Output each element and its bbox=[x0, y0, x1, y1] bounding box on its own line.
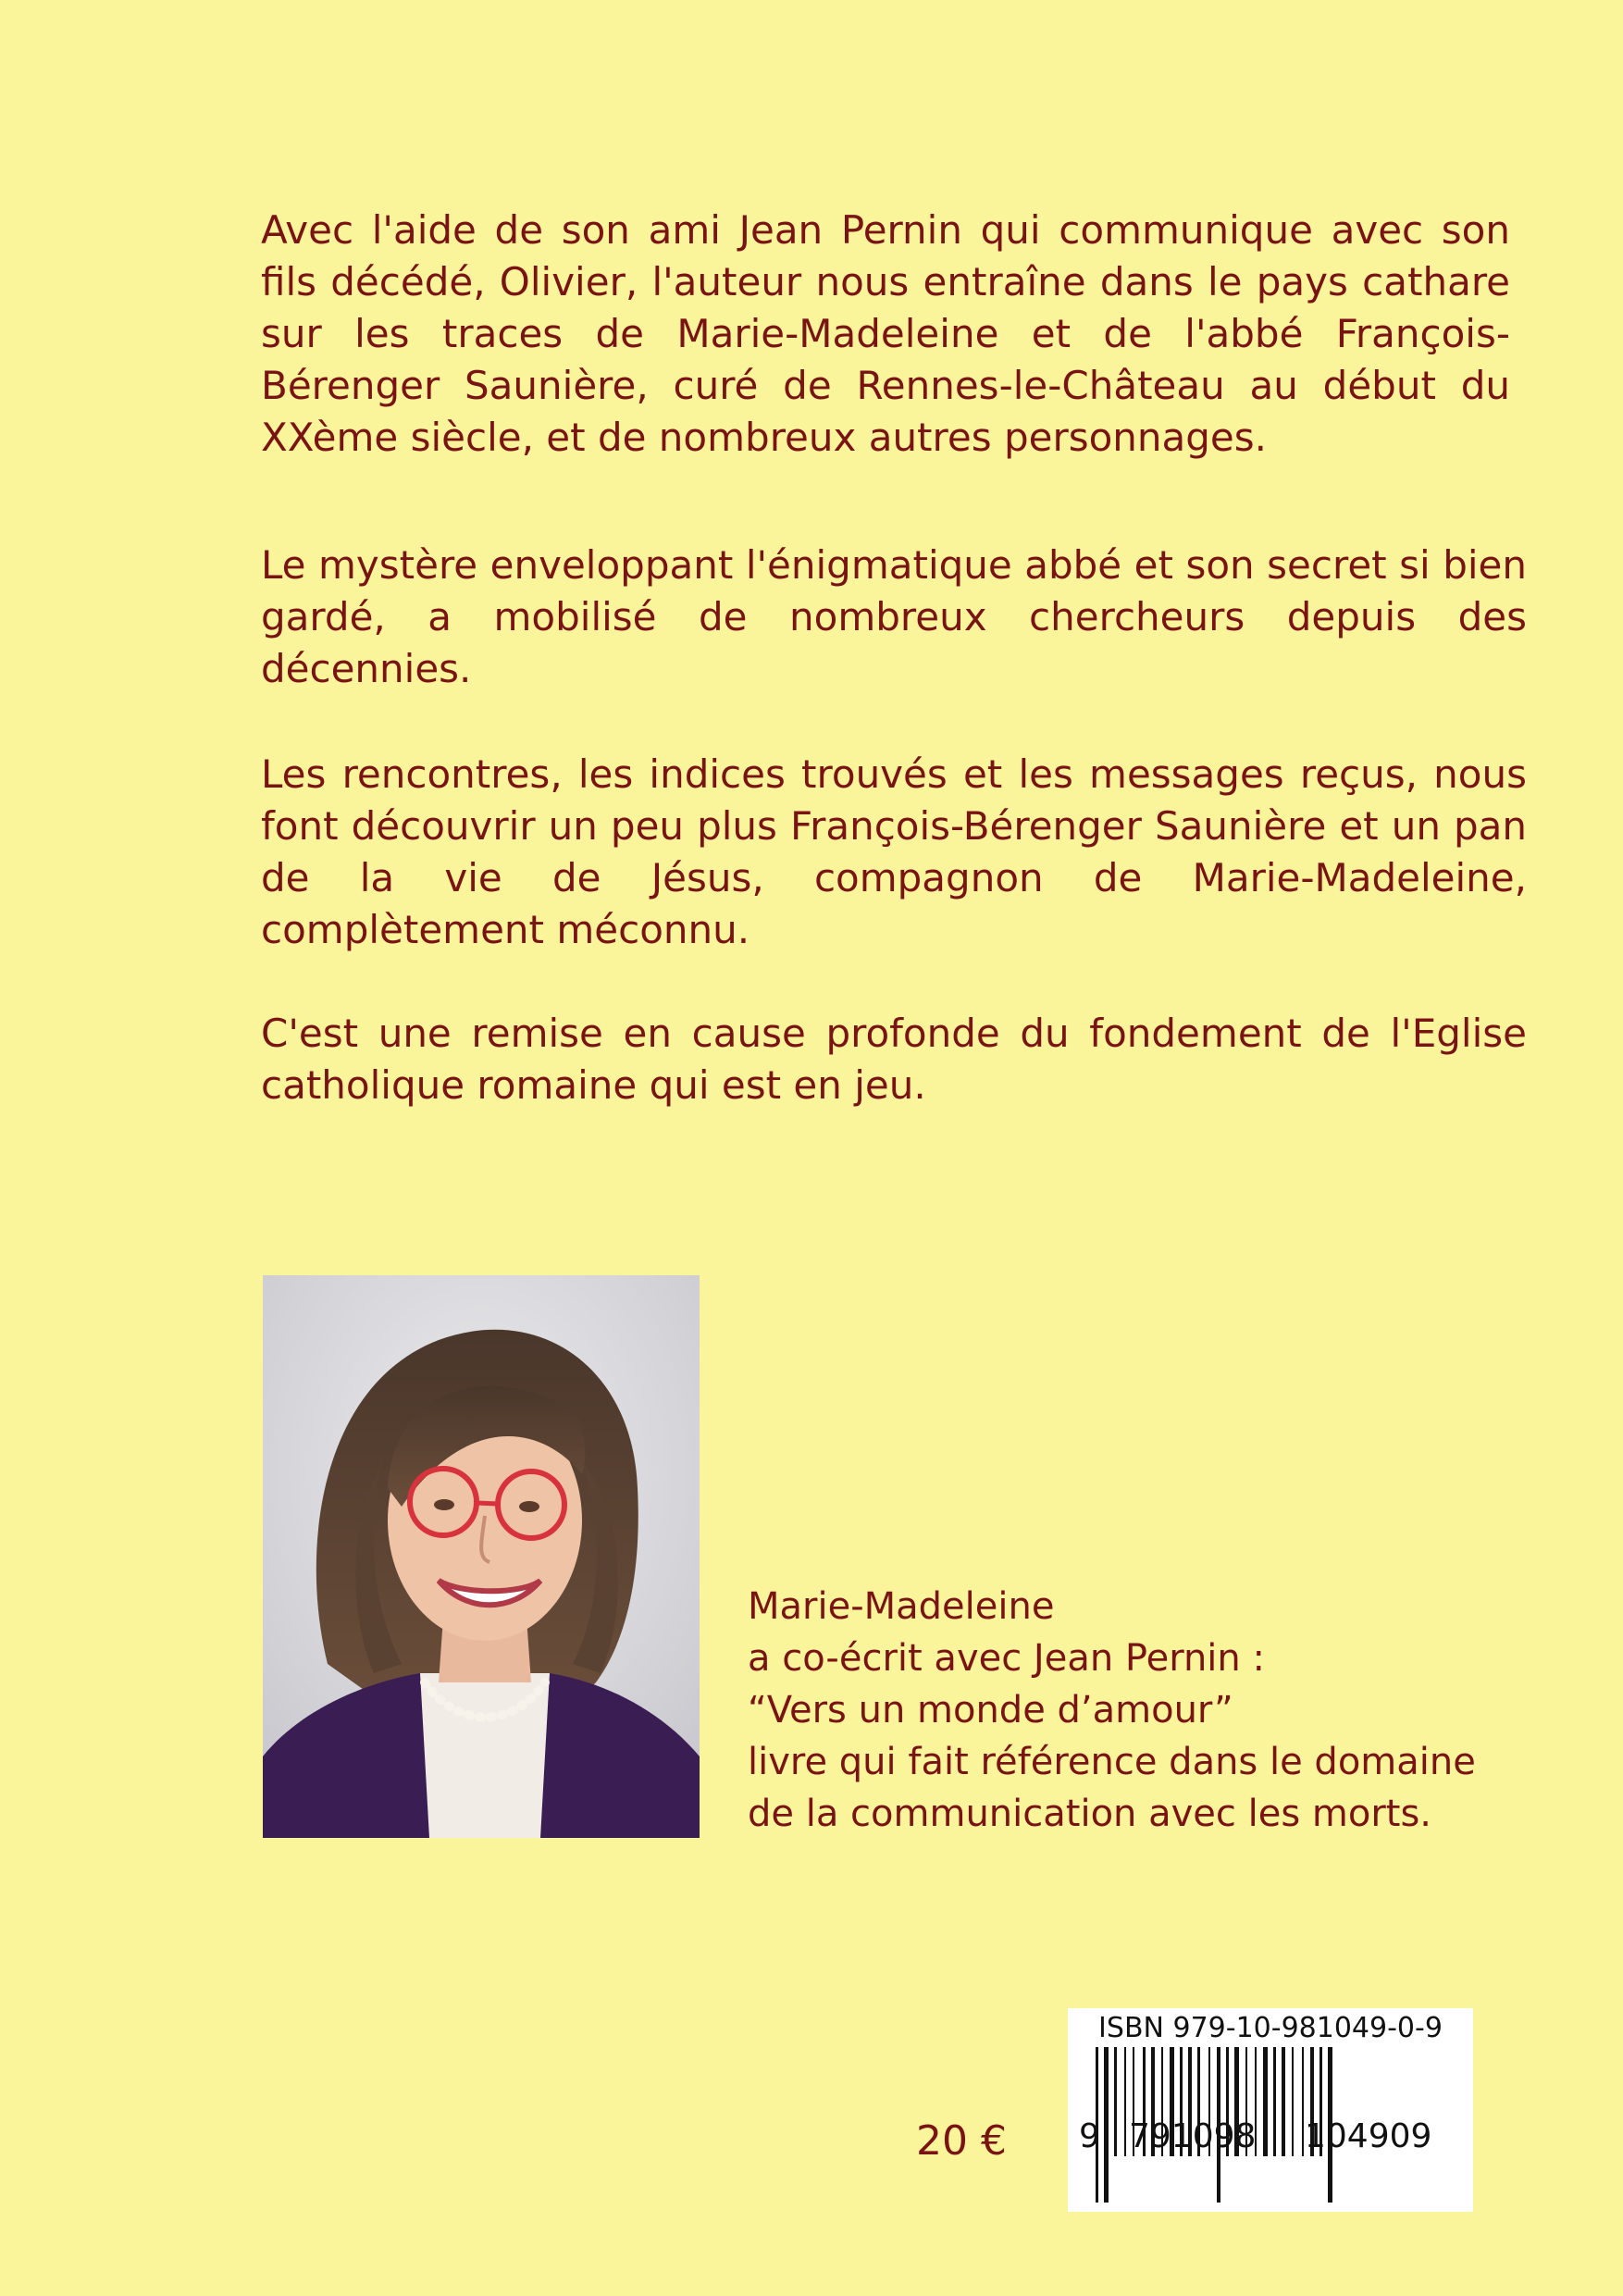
description-paragraph-3: Les rencontres, les indices trouvés et les messages reçus, nous font découvrir un peu plus François-Bérenger Saunière et un pan de la vie de Jésus, compagnon de Marie-Madeleine, complètement méconnu. bbox=[261, 751, 1527, 952]
description-paragraph-1: Avec l'aide de son ami Jean Pernin qui communique avec son fils décédé, Olivier, l'auteur nous entraîne dans le pays cathare sur les traces de Marie-Madeleine et de l'abbé François-Bérenger Saunière, curé de Rennes-le-Château au début du XXème siècle, et de nombreux autres personnages. bbox=[261, 207, 1510, 460]
barcode-digit-first: 9 bbox=[1079, 2117, 1100, 2155]
isbn-barcode bbox=[1068, 2008, 1473, 2212]
price: 20 € bbox=[916, 2117, 1007, 2165]
barcode-bar bbox=[1302, 2047, 1304, 2156]
barcode-bar bbox=[1263, 2047, 1268, 2156]
bio-line: de la communication avec les morts. bbox=[748, 1793, 1432, 1835]
author-photo bbox=[263, 1275, 700, 1838]
barcode-digits-right: 104909 bbox=[1305, 2117, 1432, 2155]
description-paragraph-2: Le mystère enveloppant l'énigmatique abbé et son secret si bien gardé, a mobilisé de nombreux chercheurs depuis des décennies. bbox=[261, 542, 1527, 691]
author-portrait-illustration bbox=[263, 1275, 700, 1838]
barcode-bars bbox=[1068, 2008, 1473, 2212]
bio-line: livre qui fait référence dans le domaine bbox=[748, 1741, 1476, 1783]
description-paragraph-4: C'est une remise en cause profonde du fondement de l'Eglise catholique romaine qui est en jeu. bbox=[261, 1011, 1527, 1108]
barcode-bar bbox=[1282, 2047, 1285, 2156]
barcode-bar bbox=[1104, 2047, 1109, 2203]
barcode-digits-left: 791098 bbox=[1129, 2117, 1257, 2155]
author-bio bbox=[748, 1581, 1476, 1840]
bio-line: a co-écrit avec Jean Pernin : bbox=[748, 1637, 1265, 1680]
bio-line: Marie-Madeleine bbox=[748, 1585, 1055, 1628]
barcode-bar bbox=[1292, 2047, 1294, 2156]
barcode-bar bbox=[1114, 2047, 1117, 2156]
barcode-bar bbox=[1124, 2047, 1126, 2156]
barcode-bar bbox=[1273, 2047, 1276, 2156]
bio-line: “Vers un monde d’amour” bbox=[748, 1689, 1233, 1731]
isbn-label: ISBN 979-10-981049-0-9 bbox=[1098, 2012, 1443, 2044]
